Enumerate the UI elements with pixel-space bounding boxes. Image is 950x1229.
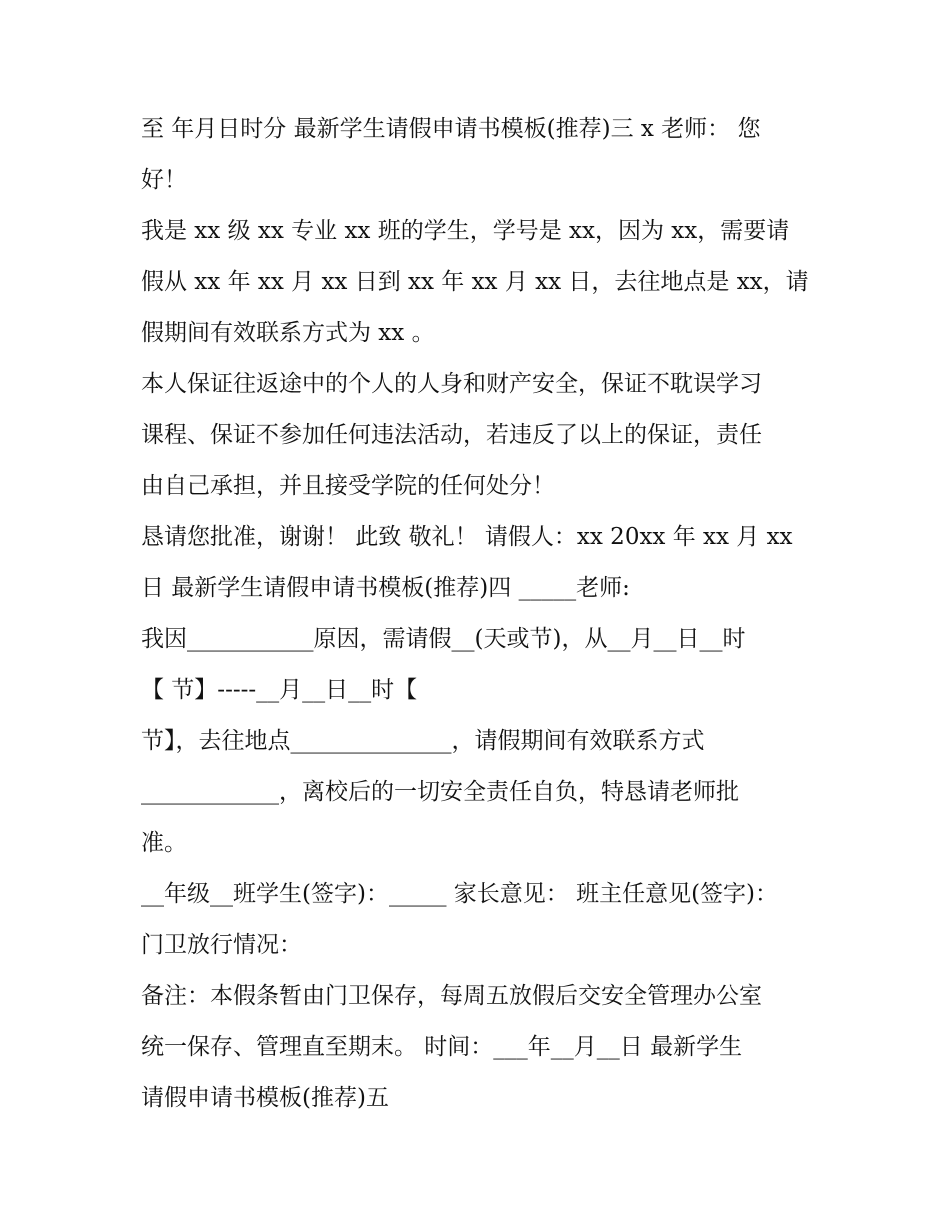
text-line: 假期间有效联系方式为 xx 。	[141, 320, 435, 346]
text-line: 至 年月日时分 最新学生请假申请书模板(推荐)三 x 老师： 您	[141, 116, 761, 142]
text-line: 门卫放行情况：	[141, 932, 302, 958]
text-line: 由自己承担，并且接受学院的任何处分！	[141, 473, 555, 499]
text-line: 好！	[141, 167, 187, 193]
text-line: 假从 xx 年 xx 月 xx 日到 xx 年 xx 月 xx 日，去往地点是 xx，请	[141, 269, 809, 295]
text-line: __年级__班学生(签字)：_____ 家长意见： 班主任意见(签字)：	[141, 881, 779, 907]
text-line: 恳请您批准，谢谢！ 此致 敬礼！ 请假人：xx 20xx 年 xx 月 xx	[141, 524, 793, 550]
text-line: 【 节】-----__月__日__时【	[141, 677, 418, 703]
text-line: 备注：本假条暂由门卫保存，每周五放假后交安全管理办公室	[141, 983, 762, 1009]
text-line: 我是 xx 级 xx 专业 xx 班的学生，学号是 xx，因为 xx，需要请	[141, 218, 790, 244]
text-line: 节】，去往地点______________，请假期间有效联系方式	[141, 728, 705, 754]
text-line: 我因___________原因，需请假__(天或节)，从__月__日__时	[141, 626, 746, 652]
text-line: 请假申请书模板(推荐)五	[141, 1085, 389, 1111]
text-line: 本人保证往返途中的个人的人身和财产安全，保证不耽误学习	[141, 371, 762, 397]
text-line: ____________，离校后的一切安全责任自负，特恳请老师批	[141, 779, 739, 805]
text-line: 统一保存、管理直至期末。 时间：___年__月__日 最新学生	[141, 1034, 743, 1060]
document-body	[141, 104, 821, 1124]
text-line: 准。	[141, 830, 187, 856]
text-line: 课程、保证不参加任何违法活动，若违反了以上的保证，责任	[141, 422, 762, 448]
text-line: 日 最新学生请假申请书模板(推荐)四 _____老师:	[141, 575, 630, 601]
